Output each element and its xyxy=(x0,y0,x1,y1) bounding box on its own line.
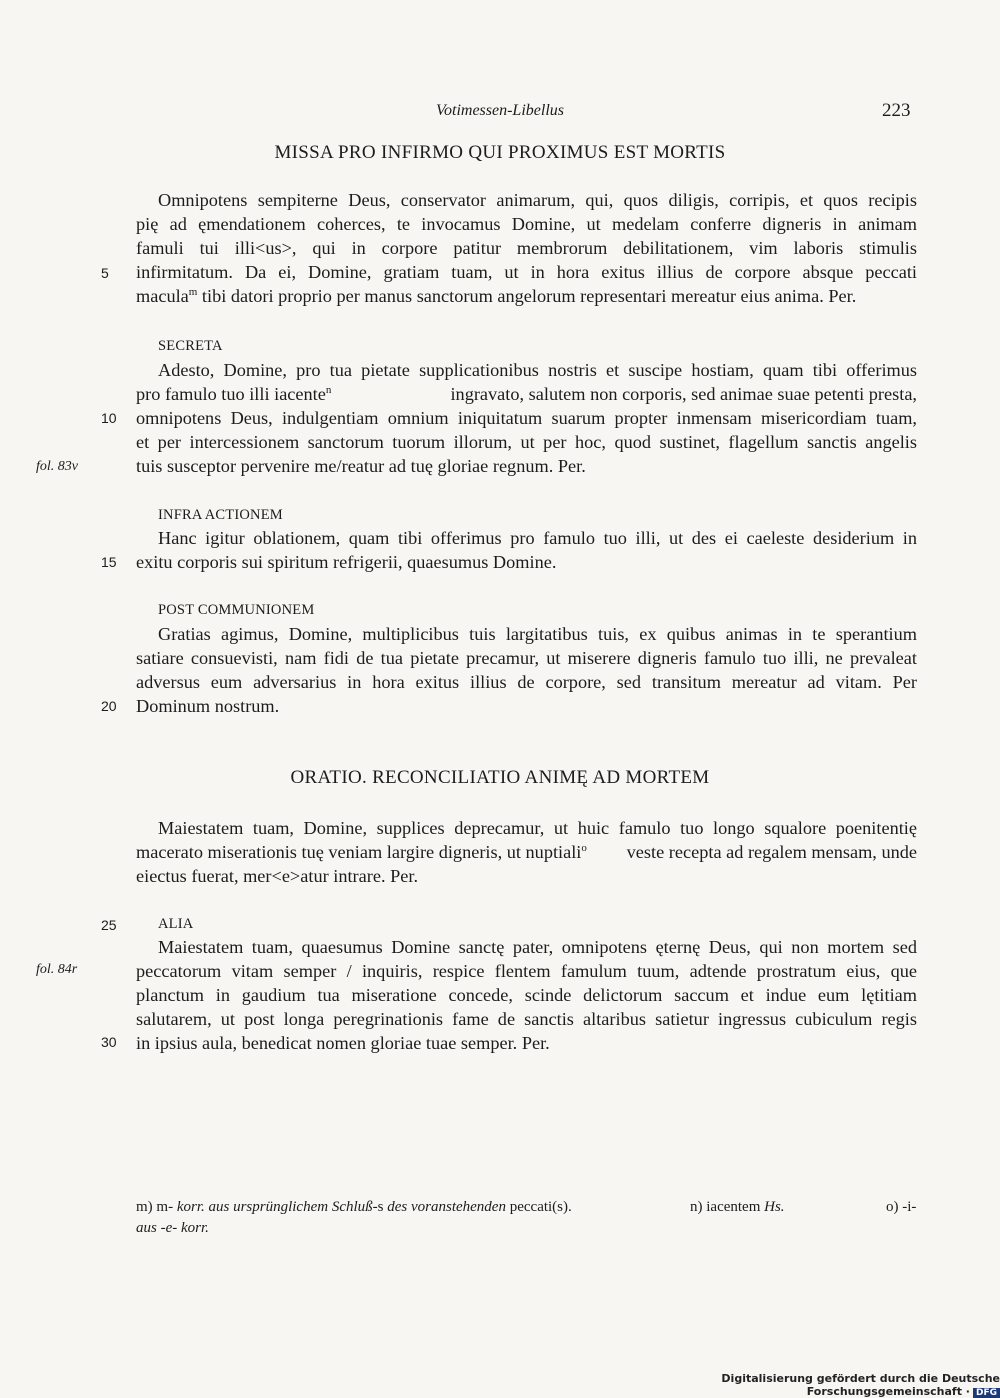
paragraph-6 xyxy=(136,935,917,1055)
line-number: 30 xyxy=(101,1034,117,1050)
line-number: 25 xyxy=(101,917,117,933)
footnote-m: m) m- korr. aus ursprünglichem Schluß-s des voranstehenden peccati(s). xyxy=(136,1199,572,1215)
text-line: in ipsius aula, benedicat nomen gloriae tuae semper. Per. xyxy=(136,1033,550,1053)
footnote-ref-m: m xyxy=(188,285,198,298)
running-title: Votimessen-Libellus xyxy=(436,102,564,119)
text-line: omnipotens Deus, indulgentiam omnium iniquitatum suarum propter inmensam misericordiam tuam, xyxy=(136,408,917,428)
line-number: 15 xyxy=(101,554,117,570)
text-line: et per intercessionem sanctorum tuorum illorum, ut per hoc, quod sustinet, flagellum sanctis angelis xyxy=(136,432,917,452)
text-line: tuis susceptor pervenire me/reatur ad tuę gloriae regnum. Per. xyxy=(136,456,586,476)
paragraph-2 xyxy=(136,358,917,478)
footnotes xyxy=(136,1197,917,1239)
text-line: Gratias agimus, Domine, multiplicibus tuis largitatibus tuis, ex quibus animas in te sperantium xyxy=(158,624,917,644)
text-line: Maiestatem tuam, Domine, supplices deprecamur, ut huic famulo tuo longo squalore poenitentię xyxy=(158,818,917,838)
text-line: pię ad ęmendationem coherces, te invocamus Domine, ut medelam conferre digneris in animam xyxy=(136,214,917,234)
line-number: 20 xyxy=(101,698,117,714)
footnote-o: o) -i- xyxy=(886,1199,917,1215)
text-line: Hanc igitur oblationem, quam tibi offerimus pro famulo tuo illi, ut des ei caeleste desiderium in xyxy=(158,528,917,548)
text-line: salutarem, ut post longa peregrinationis fame de sanctis altaribus satietur ingressus cubiculum regis xyxy=(136,1009,917,1029)
text-line: eiectus fuerat, mer<e>atur intrare. Per. xyxy=(136,866,419,886)
section-title-missa: MISSA PRO INFIRMO QUI PROXIMUS EST MORTIS xyxy=(274,142,726,163)
rubric-infra-actionem: INFRA ACTIONEM xyxy=(158,507,283,523)
text-line: pro famulo tuo illi iacente$^n$ ingravato, salutem non corporis, sed animae suae petenti presta, xyxy=(136,383,917,404)
text-line: Adesto, Domine, pro tua pietate supplicationibus nostris et suscipe hostiam, quam tibi offerimus xyxy=(158,360,917,380)
paragraph-3 xyxy=(136,526,917,574)
folio-marker: fol. 84r xyxy=(36,962,78,977)
text-line: satiare consuevisti, nam fidi de tua pietate precamur, ut miserere digneris famulo tuo illi, ne prevaleat xyxy=(136,648,917,668)
text-line: exitu corporis sui spiritum refrigerii, quaesumus Domine. xyxy=(136,552,557,572)
text-line: macula$^m$ tibi datori proprio per manus sanctorum angelorum representari mereatur eius anima. Per. xyxy=(136,285,857,306)
line-number: 5 xyxy=(101,265,109,281)
paragraph-1 xyxy=(136,188,917,308)
footnote-ref-o: o xyxy=(581,841,587,854)
paragraph-5 xyxy=(136,816,917,888)
digitization-credit: Digitalisierung gefördert durch die Deutsche Forschungsgemeinschaft · DFG xyxy=(721,1372,1000,1398)
text-line: adversus eum adversarius in hora exitus illius de corpore, sed transitum mereatur ad vitam. Per xyxy=(136,672,917,692)
footnote-o-continuation: aus -e- korr. xyxy=(136,1220,209,1236)
text-line: Dominum nostrum. xyxy=(136,696,280,716)
rubric-alia: ALIA xyxy=(158,916,194,932)
text-line: Omnipotens sempiterne Deus, conservator animarum, qui, quos diligis, corripis, et quos recipis xyxy=(158,190,917,210)
line-number: 10 xyxy=(101,410,117,426)
text-line: Maiestatem tuam, quaesumus Domine sanctę pater, omnipotens ęternę Deus, qui non mortem sed xyxy=(158,937,917,957)
paragraph-4 xyxy=(136,622,917,718)
rubric-secreta: SECRETA xyxy=(158,338,223,354)
text-line: famuli tui illi<us>, qui in corpore patitur membrorum debilitationem, vim laboris stimulis xyxy=(136,238,917,258)
page-number: 223 xyxy=(882,100,911,121)
text-line: planctum in gaudium tua miseratione concede, scinde delictorum saccum et indue eum lętitiam xyxy=(136,985,917,1005)
text-line: peccatorum vitam semper / inquiris, respice flentem famulum tuum, adtende prostratum eius, que xyxy=(136,961,917,981)
text-line: infirmitatum. Da ei, Domine, gratiam tuam, ut in hora exitus illius de corpore absque peccati xyxy=(136,262,917,282)
dfg-logo: DFG xyxy=(973,1388,1000,1398)
rubric-post-communionem: POST COMMUNIONEM xyxy=(158,602,315,618)
text-line: macerato miserationis tuę veniam largire digneris, ut nuptiali$^o$ veste recepta ad regalem mensam, unde xyxy=(136,841,917,862)
folio-marker: fol. 83v xyxy=(36,459,78,474)
footnote-n: n) iacentem Hs. xyxy=(690,1199,785,1215)
section-title-oratio: ORATIO. RECONCILIATIO ANIMĘ AD MORTEM xyxy=(290,767,710,788)
footnote-ref-n: n xyxy=(325,383,332,396)
